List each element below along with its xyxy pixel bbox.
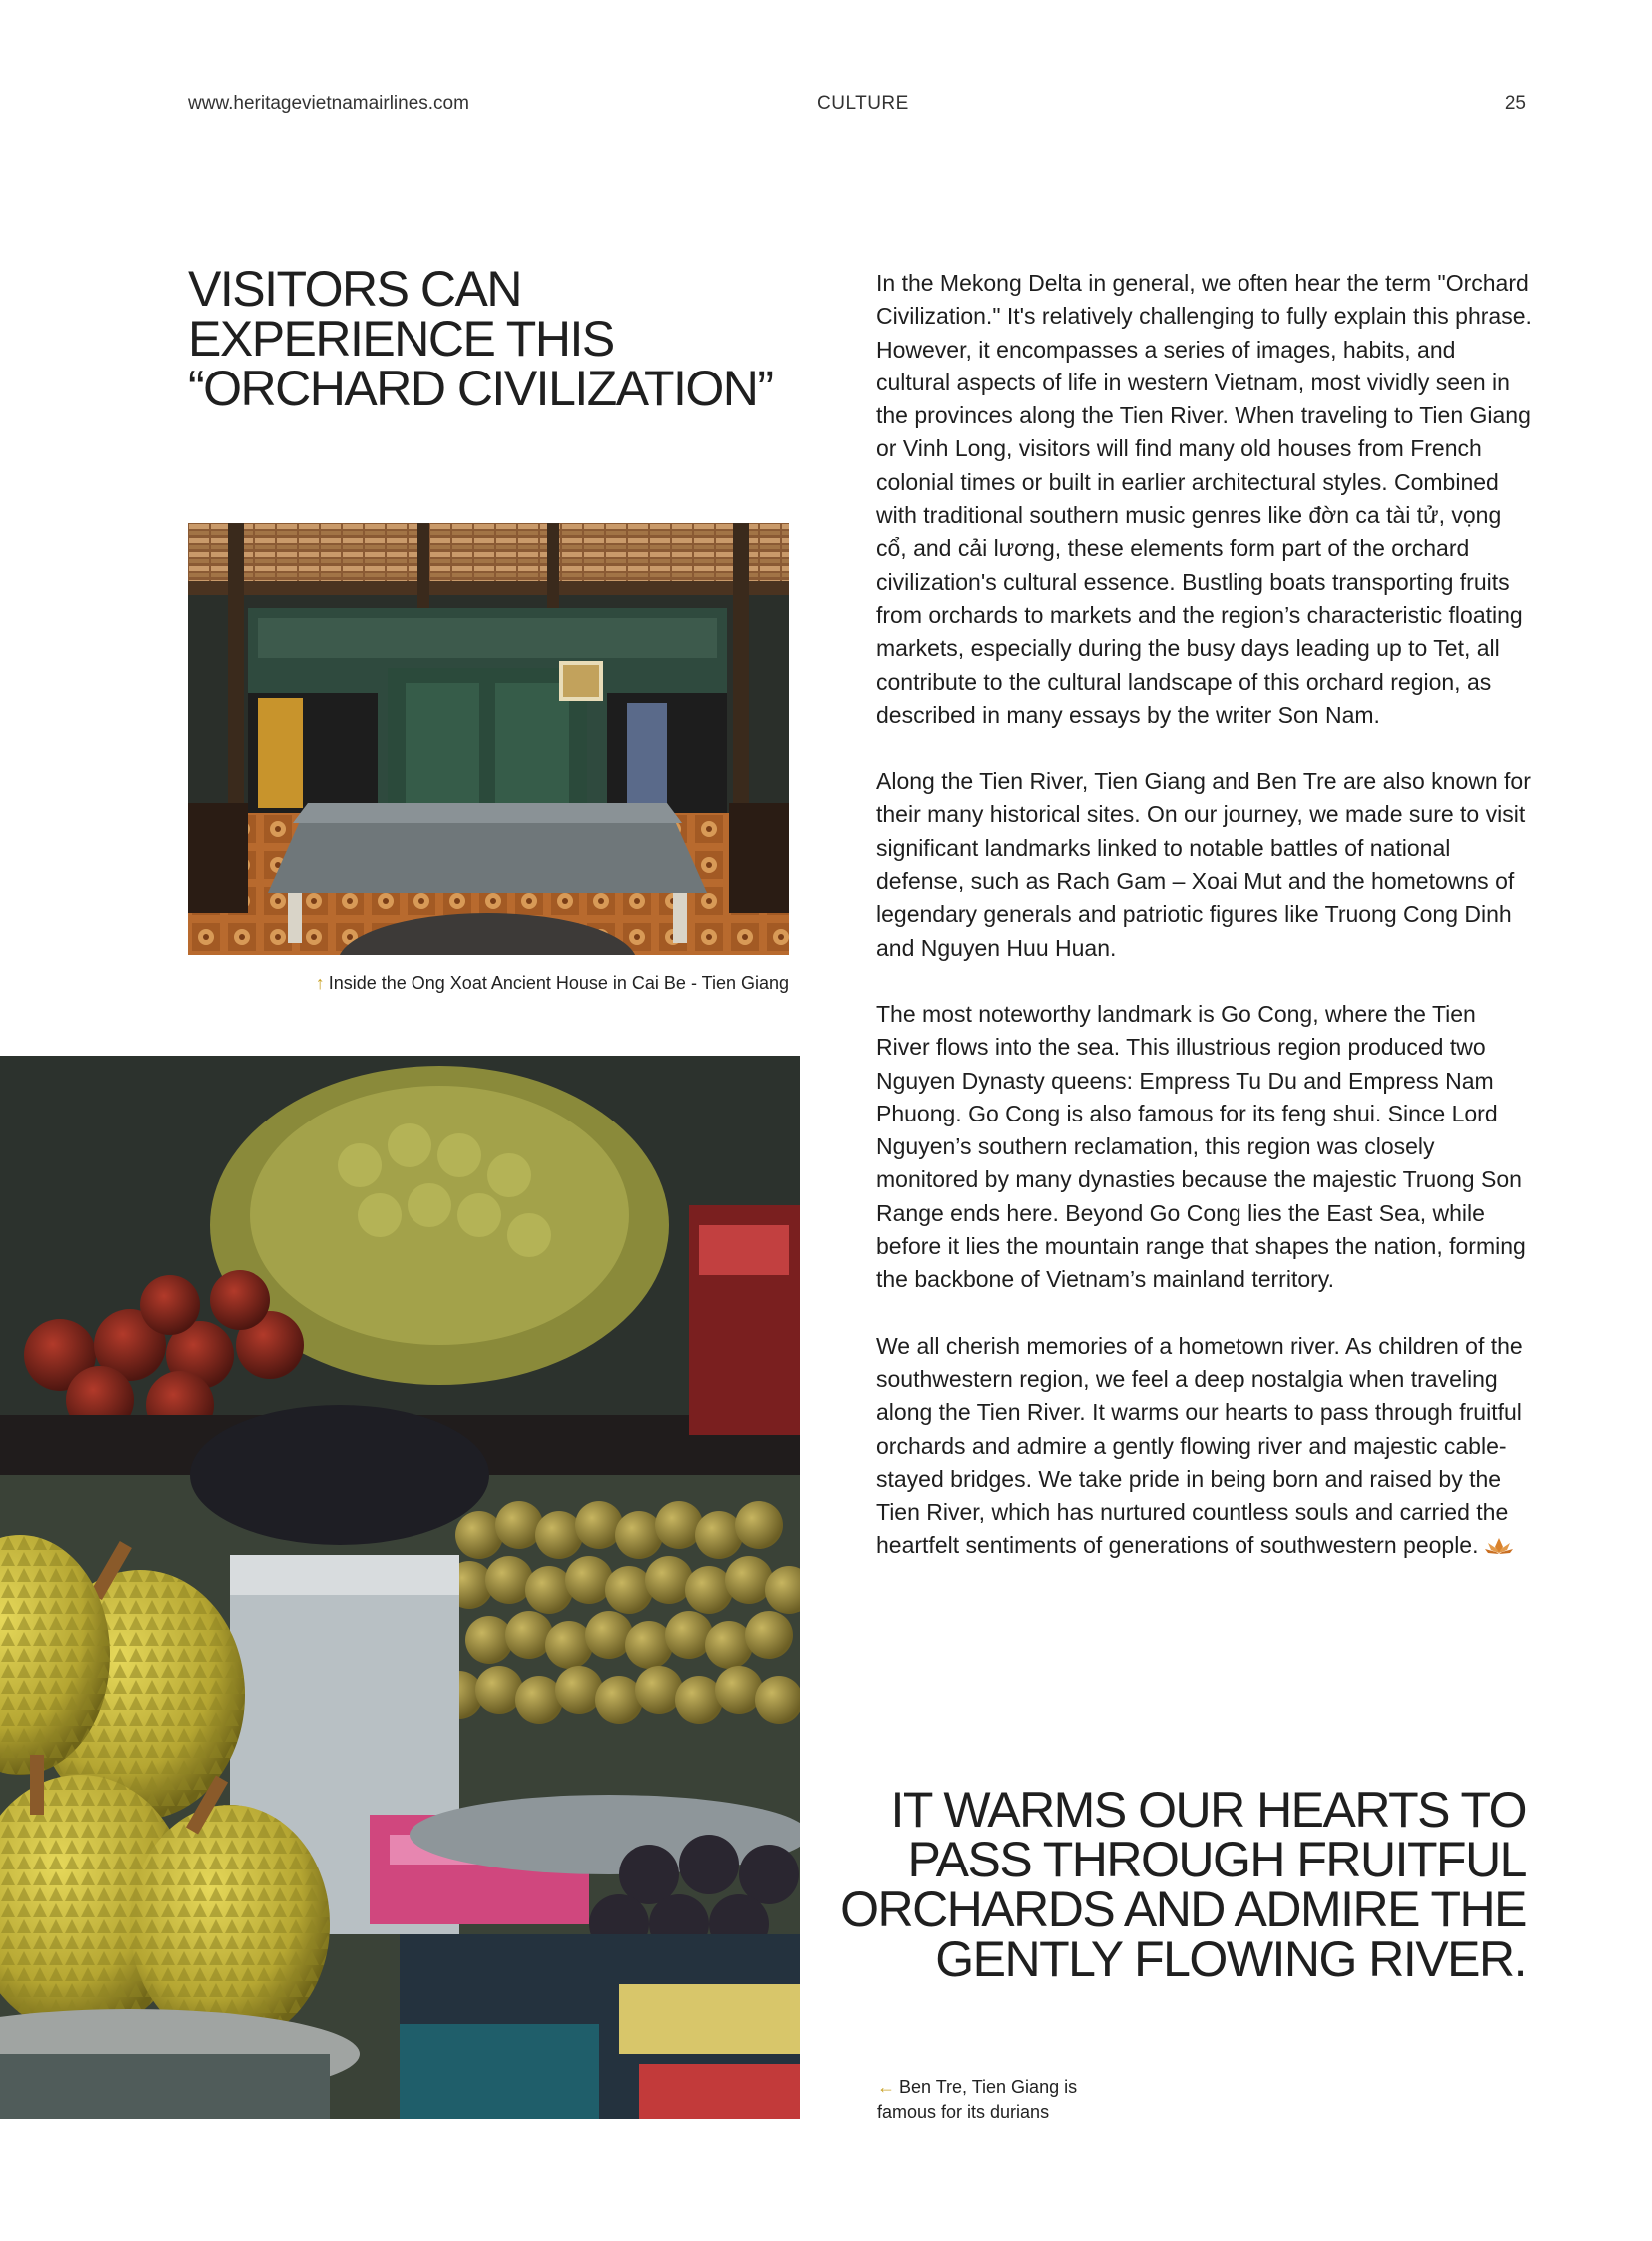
paragraph-text: We all cherish memories of a hometown river. As children of the southwestern region, we feel a deep nostalgia when traveling along the Tien River. It warms our hearts to pass through fruitful orchards and admire a gently flowing river and majestic cable-stayed bridges. We take pride in being born and raised by the Tien River, which has nurtured countless souls and carried the heartfelt sentiments of generations of southwestern people. [876,1332,1523,1559]
lotus-icon [1484,1531,1514,1564]
page-number: 25 [1504,93,1526,114]
paragraph-go-cong: The most noteworthy landmark is Go Cong, where the Tien River flows into the sea. This illustrious region produced two Nguyen Dynasty queens: Empress Tu Du and Empress Nam Phuong. Go Cong is also famous for its feng shui. Since Lord Nguyen’s southern reclamation, this region was closely monitored by many dynasties because the majestic Truong Son Range ends here. Beyond Go Cong lies the East Sea, while before it lies the mountain range that shapes the nation, forming the backbone of Vietnam’s mainland territory. [876,1000,1526,1293]
photo-ong-xoat-ancient-house [188,523,789,955]
caption-ancient-house [188,971,789,996]
ancient-house-illustration [188,523,789,955]
pull-quote-orchard-civilization: VISITORS CAN EXPERIENCE THIS “ORCHARD CIVILIZATION” [188,261,773,416]
fruit-market-illustration [0,1056,800,2119]
paragraph-hometown-river [876,1330,1535,1564]
photo-durian-fruit-market [0,1056,800,2119]
paragraph-orchard-civilization: In the Mekong Delta in general, we often hear the term "Orchard Civilization." It's relatively challenging to fully explain this phrase. However, it encompasses a series of images, habits, and cultural aspects of life in western Vietnam, most vividly seen in the provinces along the Tien River. When traveling to Tien Giang or Vinh Long, visitors will find many old houses from French colonial times or built in earlier architectural styles. Combined with traditional southern music genres like đờn ca tài tử, vọng cổ, and cải lương, these elements form part of the orchard civilization's cultural essence. Bustling boats transporting fruits from orchards to markets and the region’s characteristic floating markets, especially during the busy days leading up to Tet, all contribute to the cultural landscape of this orchard region, as described in many essays by the writer Son Nam. [876,270,1532,728]
paragraph-historical-sites: Along the Tien River, Tien Giang and Ben Tre are also known for their many historical sites. On our journey, we made sure to visit significant landmarks linked to notable battles of national defense, such as Rach Gam – Xoai Mut and the hometowns of legendary generals and patriotic figures like Truong Cong Dinh and Nguyen Huu Huan. [876,768,1531,961]
header-section: CULTURE [817,93,909,114]
caption-text: Ben Tre, Tien Giang is famous for its durians [877,2077,1078,2122]
article-body [876,267,1535,1597]
arrow-up-icon: ↑ [315,973,325,993]
caption-text: Inside the Ong Xoat Ancient House in Cai Be - Tien Giang [328,973,789,993]
caption-durians [877,2075,1137,2125]
pull-quote-fruitful-orchards: IT WARMS OUR HEARTS TO PASS THROUGH FRUITFUL ORCHARDS AND ADMIRE THE GENTLY FLOWING RIVER. [840,1782,1526,1987]
header-website: www.heritagevietnamairlines.com [188,93,469,114]
arrow-left-icon: ← [877,2077,895,2097]
